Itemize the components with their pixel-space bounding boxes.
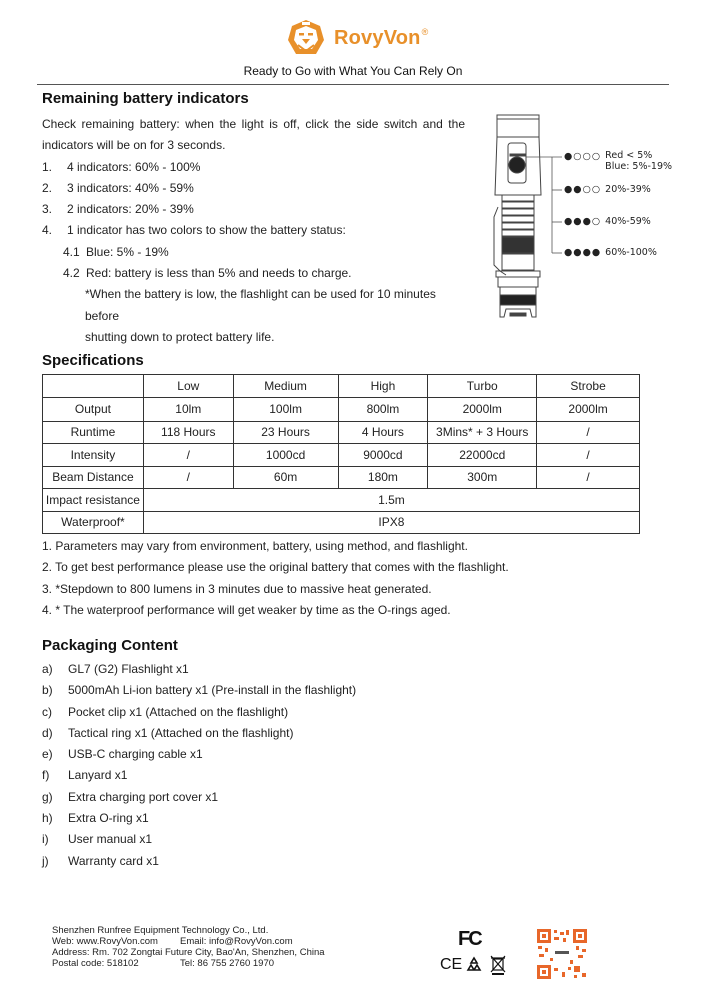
- indicator-dots-4: ●●●●: [564, 247, 602, 258]
- specs-notes: [42, 536, 509, 621]
- sub-list-item: [42, 242, 465, 263]
- table-cell: 800lm: [338, 397, 428, 421]
- table-row: [43, 489, 640, 512]
- battery-intro-line1: Check remaining battery: when the light is off, click the side switch and the: [42, 117, 465, 131]
- brand-logo: [286, 17, 428, 59]
- list-item: [42, 680, 356, 701]
- registered-mark: ®: [421, 27, 429, 37]
- list-item: [42, 659, 356, 680]
- list-item: [42, 723, 356, 744]
- header-cell: Low: [143, 375, 233, 398]
- table-row: [43, 466, 640, 489]
- battery-note-line2: shutting down to protect battery life.: [85, 329, 275, 344]
- qr-code-icon[interactable]: [536, 928, 588, 980]
- certification-marks: [438, 928, 508, 978]
- table-cell: 118 Hours: [143, 421, 233, 444]
- indicator-row-4: [564, 247, 657, 258]
- spec-note: 1. Parameters may vary from environment, battery, using method, and flashlight.: [42, 539, 468, 553]
- list-item: [42, 157, 465, 178]
- list-text: Warranty card x1: [68, 853, 159, 868]
- address: Address: Rm. 702 Zongtai Future City, Bao'An, Shenzhen, China: [52, 947, 325, 958]
- specs-table: [42, 374, 640, 534]
- indicator-label-red: Red < 5%: [605, 150, 653, 161]
- table-cell: 60m: [233, 466, 338, 489]
- footer-contact: [52, 925, 325, 969]
- list-text: 3 indicators: 40% - 59%: [67, 180, 194, 195]
- list-letter: g): [42, 789, 53, 804]
- indicator-dots-2: ●●○○: [564, 184, 602, 195]
- company-name: Shenzhen Runfree Equipment Technology Co., Ltd.: [52, 925, 269, 936]
- ce-icon: CE: [440, 956, 463, 973]
- list-letter: d): [42, 725, 53, 740]
- postal-code: Postal code: 518102: [52, 958, 139, 969]
- list-item: [42, 220, 465, 241]
- spec-note: 2. To get best performance please use the original battery that comes with the flashlight.: [42, 560, 509, 575]
- battery-note-line1: *When the battery is low, the flashlight can be used for 10 minutes before: [85, 287, 436, 323]
- list-text: 2 indicators: 20% - 39%: [67, 202, 194, 217]
- list-item: [42, 765, 356, 786]
- sub-list-text: Blue: 5% - 19%: [86, 244, 169, 259]
- specs-header-row: [43, 375, 640, 398]
- table-cell: /: [143, 466, 233, 489]
- table-row: [43, 421, 640, 444]
- table-cell: 2000lm: [428, 397, 537, 421]
- list-text: USB-C charging cable x1: [68, 747, 203, 762]
- table-cell: /: [143, 444, 233, 467]
- specs-section-title: Specifications: [42, 352, 144, 369]
- list-text: 1 indicator has two colors to show the battery status:: [67, 223, 346, 238]
- list-number: 4.: [42, 223, 53, 238]
- flashlight-indicator-diagram: [480, 105, 680, 330]
- indicator-dots-1: ●○○○: [564, 151, 602, 162]
- indicator-label-20-39: 20%-39%: [605, 184, 651, 195]
- indicator-label-blue: Blue: 5%-19%: [605, 161, 673, 172]
- list-number: 1.: [42, 159, 53, 174]
- table-cell: 300m: [428, 466, 537, 489]
- table-cell: 2000lm: [537, 397, 640, 421]
- email-link[interactable]: Email: info@RovyVon.com: [180, 936, 293, 947]
- spec-note: 3. *Stepdown to 800 lumens in 3 minutes due to massive heat generated.: [42, 581, 432, 596]
- row-label: Intensity: [43, 444, 144, 467]
- table-cell: 3Mins* + 3 Hours: [428, 421, 537, 444]
- table-cell-merged: 1.5m: [143, 489, 639, 512]
- list-letter: e): [42, 747, 53, 762]
- sub-list-number: 4.1: [63, 244, 80, 259]
- telephone: Tel: 86 755 2760 1970: [180, 958, 275, 969]
- indicator-row-2: [564, 184, 651, 195]
- table-row: [43, 444, 640, 467]
- battery-intro-line2: indicators will be on for 3 seconds.: [42, 138, 226, 153]
- table-row: [43, 397, 640, 421]
- indicator-label-60-100: 60%-100%: [605, 247, 657, 258]
- row-label: Runtime: [43, 421, 144, 444]
- spec-note: 4. * The waterproof performance will get weaker by time as the O-rings aged.: [42, 602, 451, 617]
- recycle-icon: [465, 956, 483, 974]
- packaging-list: [42, 659, 356, 872]
- header-cell: Strobe: [537, 375, 640, 398]
- list-text: GL7 (G2) Flashlight x1: [68, 662, 189, 676]
- list-text: 4 indicators: 60% - 100%: [67, 159, 201, 174]
- row-label: Beam Distance: [43, 466, 144, 489]
- lion-head-logo-icon: [286, 18, 326, 58]
- list-text: Extra charging port cover x1: [68, 789, 219, 804]
- list-item: [42, 851, 356, 872]
- table-cell: /: [537, 466, 640, 489]
- list-text: Pocket clip x1 (Attached on the flashlight): [68, 704, 289, 719]
- table-cell-merged: IPX8: [143, 511, 639, 534]
- list-letter: j): [42, 853, 49, 868]
- website-link[interactable]: Web: www.RovyVon.com: [52, 936, 158, 947]
- table-cell: 10lm: [143, 397, 233, 421]
- header-cell: Medium: [233, 375, 338, 398]
- list-number: 3.: [42, 202, 53, 217]
- indicator-label-40-59: 40%-59%: [605, 216, 651, 227]
- table-cell: /: [537, 444, 640, 467]
- row-label: Output: [43, 397, 144, 421]
- header-divider: [37, 84, 669, 85]
- sub-list-item: [42, 263, 465, 284]
- battery-section-title: Remaining battery indicators: [42, 90, 249, 107]
- list-item: [42, 178, 465, 199]
- table-cell: 22000cd: [428, 444, 537, 467]
- sub-list-text: Red: battery is less than 5% and needs to charge.: [86, 266, 352, 281]
- tagline: Ready to Go with What You Can Rely On: [243, 64, 463, 78]
- indicator-row-1: [564, 150, 672, 172]
- header-cell: High: [338, 375, 428, 398]
- list-item: [42, 199, 465, 220]
- header-cell: [43, 375, 144, 398]
- table-row: [43, 511, 640, 534]
- weee-bin-icon: [490, 955, 506, 975]
- list-letter: c): [42, 704, 52, 719]
- list-text: 5000mAh Li-ion battery x1 (Pre-install in the flashlight): [68, 683, 357, 698]
- table-cell: /: [537, 421, 640, 444]
- indicator-row-3: [564, 216, 651, 227]
- list-item: [42, 702, 356, 723]
- list-item: [42, 808, 356, 829]
- battery-section-body: [42, 114, 465, 348]
- list-letter: b): [42, 683, 53, 698]
- row-label: Waterproof*: [43, 511, 144, 534]
- list-text: Lanyard x1: [68, 768, 128, 783]
- table-cell: 180m: [338, 466, 428, 489]
- list-item: [42, 787, 356, 808]
- indicator-dots-3: ●●●○: [564, 216, 602, 227]
- packaging-section-title: Packaging Content: [42, 637, 178, 654]
- list-number: 2.: [42, 180, 53, 195]
- table-cell: 4 Hours: [338, 421, 428, 444]
- table-cell: 1000cd: [233, 444, 338, 467]
- header-cell: Turbo: [428, 375, 537, 398]
- list-letter: h): [42, 811, 53, 826]
- table-cell: 9000cd: [338, 444, 428, 467]
- list-text: Tactical ring x1 (Attached on the flashlight): [68, 725, 294, 740]
- brand-name: RovyVon: [334, 26, 421, 49]
- list-item: [42, 829, 356, 850]
- table-cell: 23 Hours: [233, 421, 338, 444]
- fcc-icon: FC: [458, 928, 481, 950]
- list-letter: f): [42, 768, 50, 783]
- list-text: User manual x1: [68, 832, 153, 847]
- row-label: Impact resistance: [43, 489, 144, 512]
- list-letter: a): [42, 662, 53, 676]
- table-cell: 100lm: [233, 397, 338, 421]
- list-letter: i): [42, 832, 49, 847]
- sub-list-number: 4.2: [63, 266, 80, 281]
- list-text: Extra O-ring x1: [68, 811, 149, 826]
- list-item: [42, 744, 356, 765]
